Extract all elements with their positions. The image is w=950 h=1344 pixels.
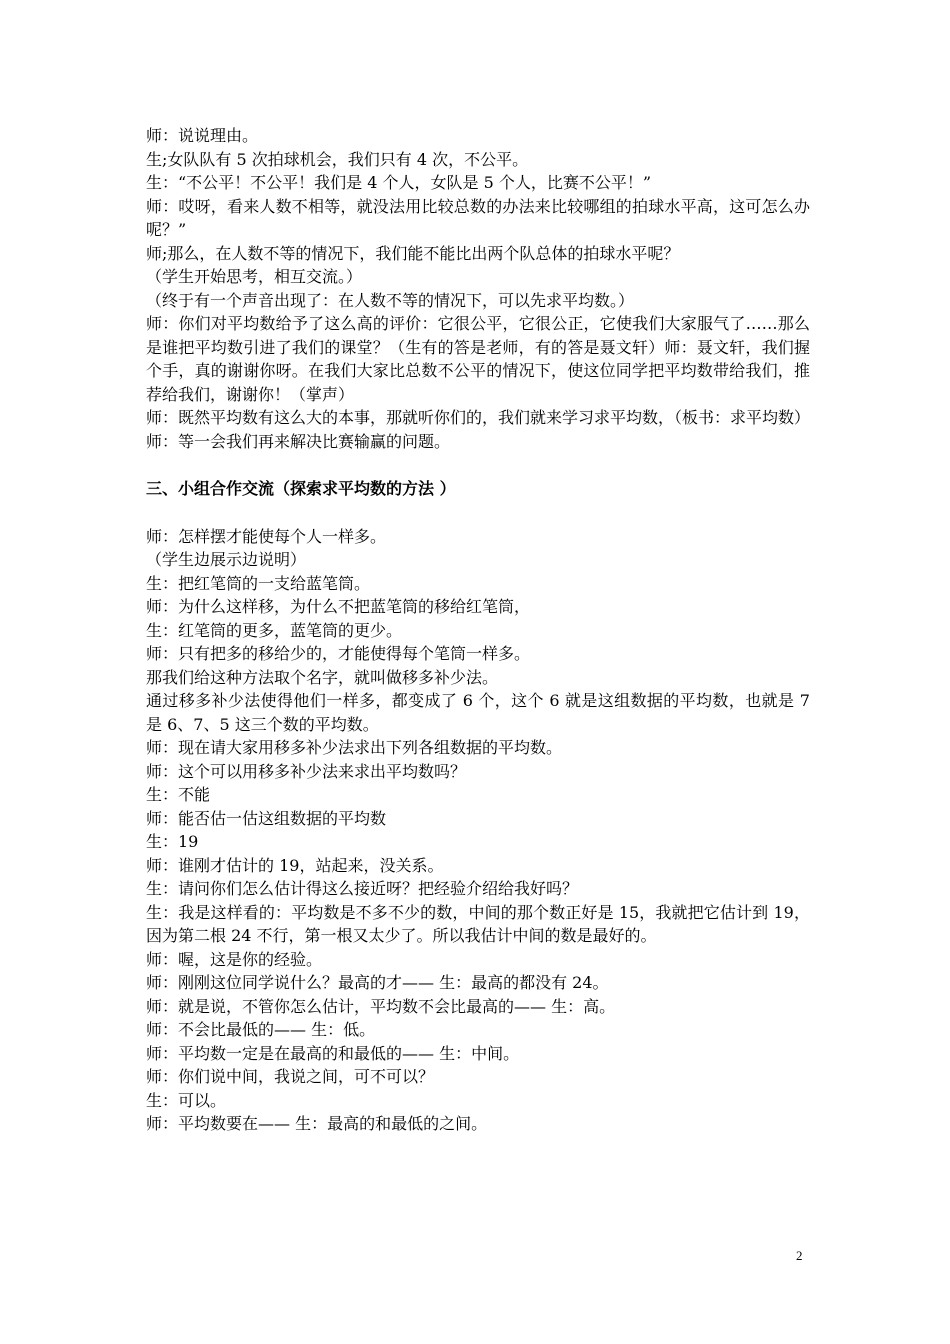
paragraph: 师：等一会我们再来解决比赛输赢的问题。: [146, 431, 451, 451]
paragraph: 生：红笔筒的更多，蓝笔筒的更少。: [146, 620, 403, 640]
paragraph: 师：哎呀，看来人数不相等，就没法用比较总数的办法来比较哪组的拍球水平高，这可怎么办呢？”: [146, 196, 810, 239]
paragraph: （学生开始思考，相互交流。）: [146, 267, 363, 286]
section-dialogue-1: [146, 124, 810, 453]
paragraph: 生：不能: [146, 785, 211, 804]
paragraph: 师：刚刚这位同学说什么？最高的才—— 生：最高的都没有 24。: [146, 973, 609, 992]
paragraph: （终于有一个声音出现了：在人数不等的情况下，可以先求平均数。）: [146, 290, 635, 310]
paragraph: 师：现在请大家用移多补少法求出下列各组数据的平均数。: [146, 738, 563, 757]
paragraph: 师：只有把多的移给少的，才能使得每个笔筒一样多。: [146, 644, 531, 663]
paragraph: 生：请问你们怎么估计得这么接近呀？把经验介绍给我好吗？: [146, 879, 579, 898]
paragraph: 生：把红笔筒的一支给蓝笔筒。: [146, 573, 371, 593]
paragraph: 师;那么，在人数不等的情况下，我们能不能比出两个队总体的拍球水平呢？: [146, 243, 680, 263]
paragraph: 师：喔，这是你的经验。: [146, 949, 323, 969]
paragraph: 师：不会比最低的—— 生：低。: [146, 1020, 376, 1039]
section-dialogue-2: [146, 525, 810, 1136]
paragraph: 师：说说理由。: [146, 126, 259, 145]
paragraph: 生：我是这样看的：平均数是不多不少的数，中间的那个数正好是 15，我就把它估计到 19，因为第二根 24 不行，第一根又太少了。所以我估计中间的数是最好的。: [146, 902, 810, 945]
paragraph: （学生边展示边说明）: [146, 550, 307, 569]
paragraph: 师：既然平均数有这么大的本事，那就听你们的，我们就来学习求平均数，（板书：求平均数）: [146, 408, 811, 427]
paragraph: 师：就是说，不管你怎么估计，平均数不会比最高的—— 生：高。: [146, 996, 616, 1016]
paragraph: 生：可以。: [146, 1090, 227, 1110]
paragraph: 生;女队队有 5 次拍球机会，我们只有 4 次，不公平。: [146, 149, 529, 169]
paragraph: 师：怎样摆才能使每个人一样多。: [146, 526, 387, 546]
paragraph: 师：能否估一估这组数据的平均数: [146, 808, 387, 828]
paragraph: 师：平均数一定是在最高的和最低的—— 生：中间。: [146, 1043, 520, 1063]
paragraph: 生：19: [146, 832, 199, 851]
paragraph: 通过移多补少法使得他们一样多，都变成了 6 个，这个 6 就是这组数据的平均数，也就是 7 是 6、7、5 这三个数的平均数。: [146, 691, 810, 734]
paragraph: 那我们给这种方法取个名字，就叫做移多补少法。: [146, 667, 499, 687]
paragraph: 生：“不公平！不公平！我们是 4 个人，女队是 5 个人，比赛不公平！”: [146, 173, 652, 192]
paragraph: 师：你们对平均数给予了这么高的评价：它很公平，它很公正，它使我们大家服气了……那么是谁把平均数引进了我们的课堂？（生有的答是老师，有的答是聂文轩）师：聂文轩，我们握个手，真的谢谢你呀。在我们大家比总数不公平的情况下，使这位同学把平均数带给我们，推荐给我们，谢谢你！（掌声）: [146, 314, 810, 404]
paragraph: 师：为什么这样移，为什么不把蓝笔筒的移给红笔筒，: [146, 597, 531, 616]
page-number: 2: [796, 1248, 803, 1263]
paragraph: 师：你们说中间，我说之间，可不可以？: [146, 1067, 435, 1086]
section-heading: 三、小组合作交流（探索求平均数的方法 ）: [146, 479, 456, 498]
paragraph: 师：谁刚才估计的 19，站起来，没关系。: [146, 855, 444, 875]
paragraph: 师：这个可以用移多补少法来求出平均数吗？: [146, 761, 467, 781]
paragraph: 师：平均数要在—— 生：最高的和最低的之间。: [146, 1114, 488, 1133]
document-body: [146, 124, 810, 1136]
